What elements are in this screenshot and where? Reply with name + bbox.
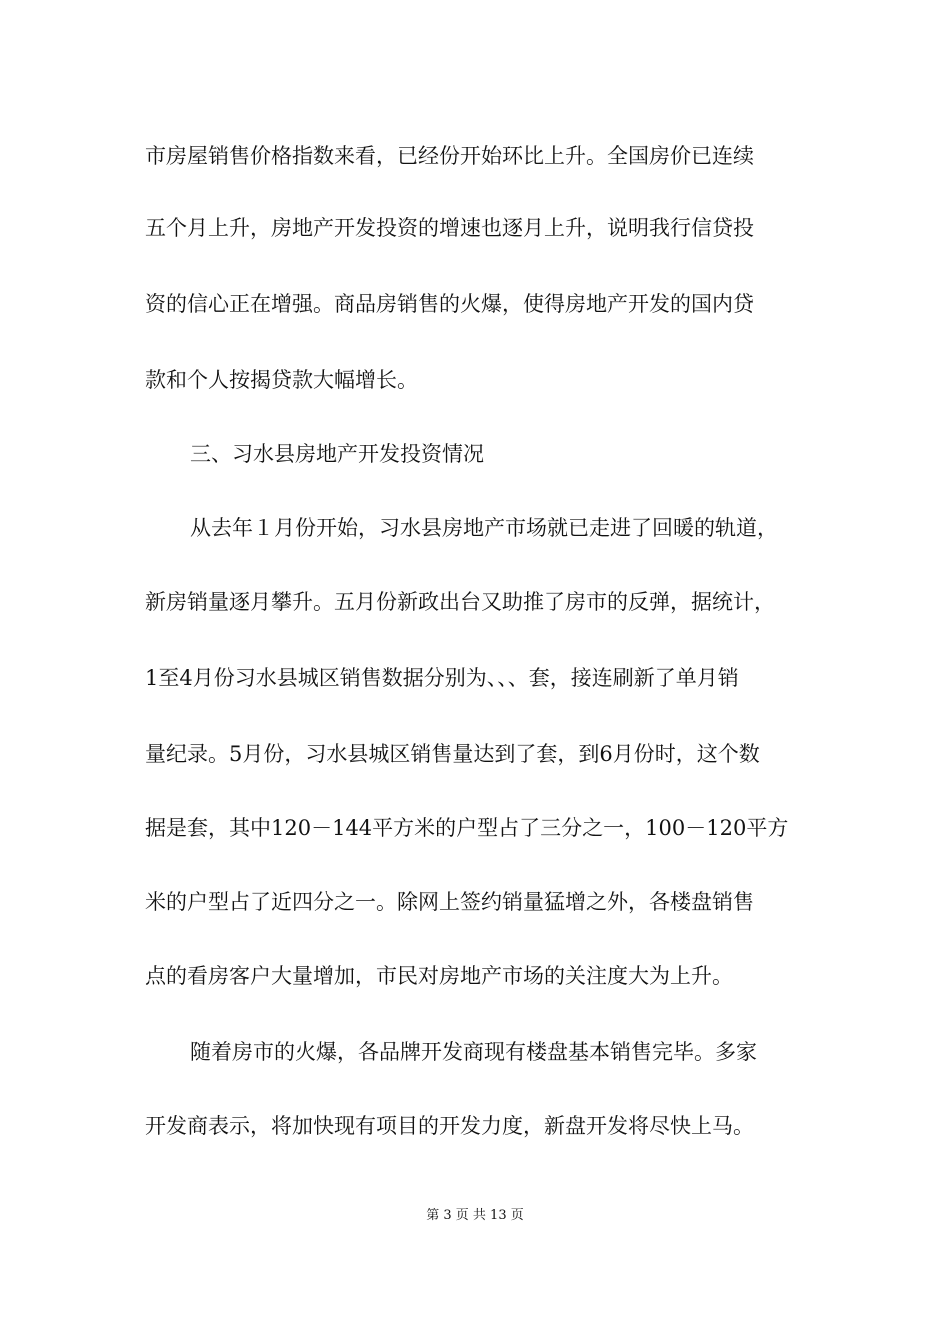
paragraph-line: 五个月上升，房地产开发投资的增速也逐月上升，说明我行信贷投 (145, 216, 754, 240)
paragraph-line: 款和个人按揭贷款大幅增长。 (145, 368, 418, 392)
paragraph-line: 市房屋销售价格指数来看，已经份开始环比上升。全国房价已连续 (145, 144, 754, 168)
paragraph-line: 随着房市的火爆，各品牌开发商现有楼盘基本销售完毕。多家 (190, 1040, 757, 1064)
paragraph-line: 资的信心正在增强。商品房销售的火爆，使得房地产开发的国内贷 (145, 292, 754, 316)
paragraph-line: 开发商表示，将加快现有项目的开发力度，新盘开发将尽快上马。 (145, 1114, 754, 1138)
paragraph-line: 从去年１月份开始，习水县房地产市场就已走进了回暖的轨道， (190, 516, 778, 540)
page-number-footer: 第 3 页 共 13 页 (426, 1208, 524, 1223)
paragraph-line: 米的户型占了近四分之一。除网上签约销量猛增之外，各楼盘销售 (145, 890, 754, 914)
paragraph-line: 据是套，其中120－144平方米的户型占了三分之一，100－120平方 (145, 816, 789, 840)
paragraph-line: 点的看房客户大量增加，市民对房地产市场的关注度大为上升。 (145, 964, 733, 988)
paragraph-line: 新房销量逐月攀升。五月份新政出台又助推了房市的反弹，据统计， (145, 590, 775, 614)
paragraph-line: 1至4月份习水县城区销售数据分别为、、、套，接连刷新了单月销 (145, 666, 739, 690)
section-heading: 三、习水县房地产开发投资情况 (190, 442, 484, 466)
paragraph-line: 量纪录。5月份，习水县城区销售量达到了套，到6月份时，这个数 (145, 742, 760, 766)
